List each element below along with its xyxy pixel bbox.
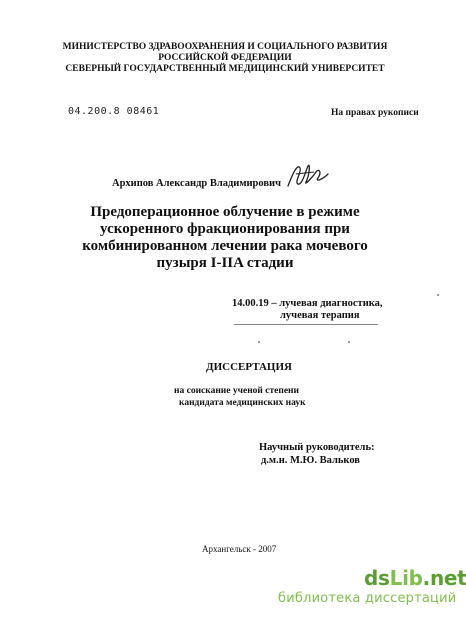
document-type: ДИССЕРТАЦИЯ xyxy=(206,361,292,373)
author-signature xyxy=(284,160,332,192)
title-line-1: Предоперационное облучение в режиме xyxy=(90,204,360,220)
watermark-subtitle: библиотека диссертаций xyxy=(278,591,457,606)
title-line-2: ускоренного фракционирования при xyxy=(100,221,350,237)
supervisor-name: д.м.н. М.Ю. Вальков xyxy=(261,455,360,466)
watermark-site-name xyxy=(364,566,466,590)
supervisor-label: Научный руководитель: xyxy=(259,442,375,453)
degree-statement xyxy=(174,385,306,409)
ministry-line-1: МИНИСТЕРСТВО ЗДРАВООХРАНЕНИЯ И СОЦИАЛЬНОГО РАЗВИТИЯ xyxy=(62,42,388,52)
title-line-3: комбинированном лечении рака мочевого xyxy=(82,238,368,254)
library-stamp-number: 04.200.8 08461 xyxy=(68,106,160,117)
watermark-site-prefix: ds xyxy=(364,566,390,590)
specialty-divider xyxy=(234,324,378,325)
supervisor-block xyxy=(259,441,375,467)
manuscript-rights-label: На правах рукописи xyxy=(331,108,419,118)
scan-speck xyxy=(348,341,350,343)
scan-speck xyxy=(258,341,260,343)
title-line-4: пузыря I-IIA стадии xyxy=(156,255,294,271)
ministry-line-2: РОССИЙСКОЙ ФЕДЕРАЦИИ xyxy=(158,53,292,63)
degree-line-2: кандидата медицинских наук xyxy=(179,398,306,408)
watermark-site-suffix: .net xyxy=(422,566,466,590)
dslib-watermark-logo xyxy=(278,566,466,612)
specialty-line-1: 14.00.19 – лучевая диагностика, xyxy=(232,298,383,309)
ministry-header xyxy=(0,42,450,75)
dissertation-title xyxy=(0,204,450,272)
degree-line-1: на соискание ученой степени xyxy=(174,386,300,396)
author-name: Архипов Александр Владимирович xyxy=(112,178,282,189)
specialty-code xyxy=(232,298,383,322)
city-year: Архангельск - 2007 xyxy=(202,544,277,554)
ministry-line-3: СЕВЕРНЫЙ ГОСУДАРСТВЕННЫЙ МЕДИЦИНСКИЙ УНИВЕРСИТЕТ xyxy=(65,64,385,74)
specialty-line-2: лучевая терапия xyxy=(280,310,360,321)
scan-speck xyxy=(437,294,439,296)
watermark-site-lib: Lib xyxy=(389,566,423,590)
